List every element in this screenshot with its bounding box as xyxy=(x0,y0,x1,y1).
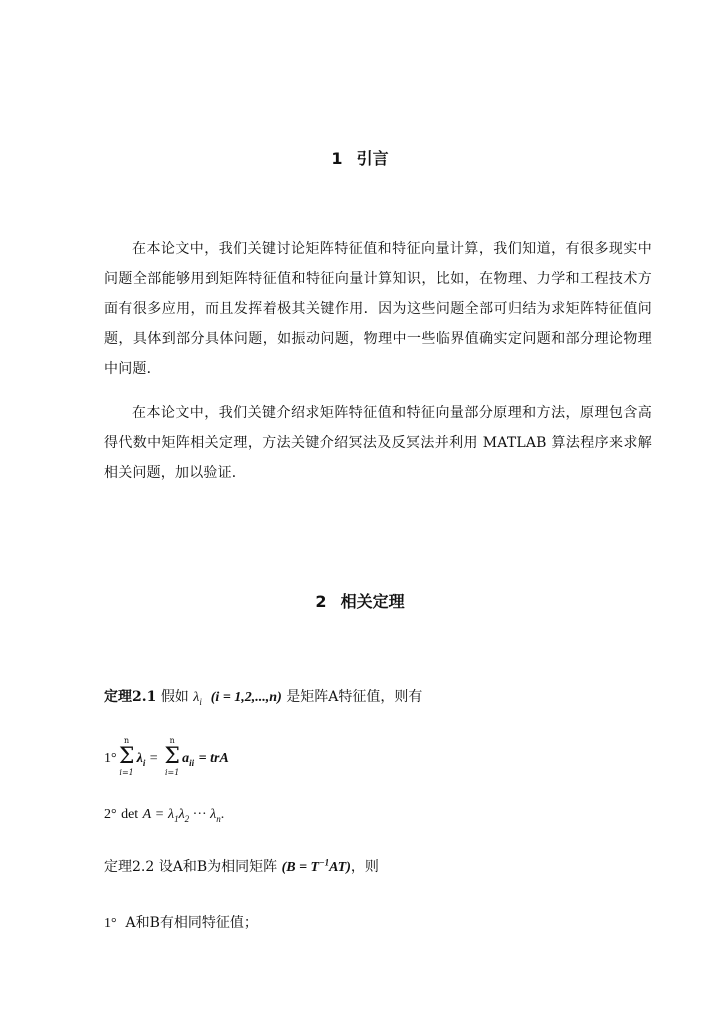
item-marker: 1° xyxy=(104,916,117,931)
index-condition: (i = 1,2,...,n) xyxy=(210,690,282,705)
section-1-title: 引言 xyxy=(356,149,389,168)
sum-symbol: n Σ i=1 xyxy=(164,736,180,777)
sum-symbol: n Σ i=1 xyxy=(118,736,135,777)
item-marker: 2° xyxy=(104,807,117,822)
paragraph-2: 在本论文中，我们关键介绍求矩阵特征值和特征向量部分原理和方法，原理包含高得代数中矩阵相关定理，方法关键介绍冥法及反冥法并利用 MATLAB 算法程序来求解相关问题，加以验证． xyxy=(104,405,652,481)
section-1-heading xyxy=(0,146,720,169)
formula-determinant: 2° $\det A = \lambda_1\lambda_2$ ··· $\lambda_n$. xyxy=(104,807,225,824)
theorem-2-2: 定理2.2 设A和B为相同矩阵 $(B = T^{-1}AT)$，则 xyxy=(104,857,379,875)
theorem-2-2-label: 定理2.2 xyxy=(104,859,155,875)
theorem-2-1-text-a: 假如 xyxy=(160,689,189,705)
section-2-title: 相关定理 xyxy=(340,592,405,611)
item-marker: 1° xyxy=(104,751,117,766)
theorem-2-1-label: 定理2.1 xyxy=(104,689,157,705)
section-2-heading xyxy=(0,589,720,612)
similarity-equation: $(B = T^{-1}AT)$ xyxy=(281,857,351,875)
theorem-2-2-item-1: 1° A和B有相同特征值； xyxy=(104,915,258,931)
theorem-2-1-text-b: 是矩阵A特征值，则有 xyxy=(286,689,423,705)
section-1-number: 1 xyxy=(331,149,343,168)
section-2-number: 2 xyxy=(315,592,327,611)
theorem-2-1 xyxy=(104,686,422,707)
formula-trace: 1° n Σ i=1 $\lambda_i$ = n Σ i=1 $a_{ii}$ = trA xyxy=(104,736,229,777)
lambda-symbol: $\lambda_i$ xyxy=(193,690,202,707)
paragraph-1: 在本论文中，我们关键讨论矩阵特征值和特征向量计算，我们知道，有很多现实中问题全部能够用到矩阵特征值和特征向量计算知识，比如，在物理、力学和工程技术方面有很多应用，而且发挥着极其关键作用．因为这些问题全部可归结为求矩阵特征值问题，具体到部分具体问题，如振动问题，物理中一些临界值确实定问题和部分理论物理中问题． xyxy=(104,241,652,377)
